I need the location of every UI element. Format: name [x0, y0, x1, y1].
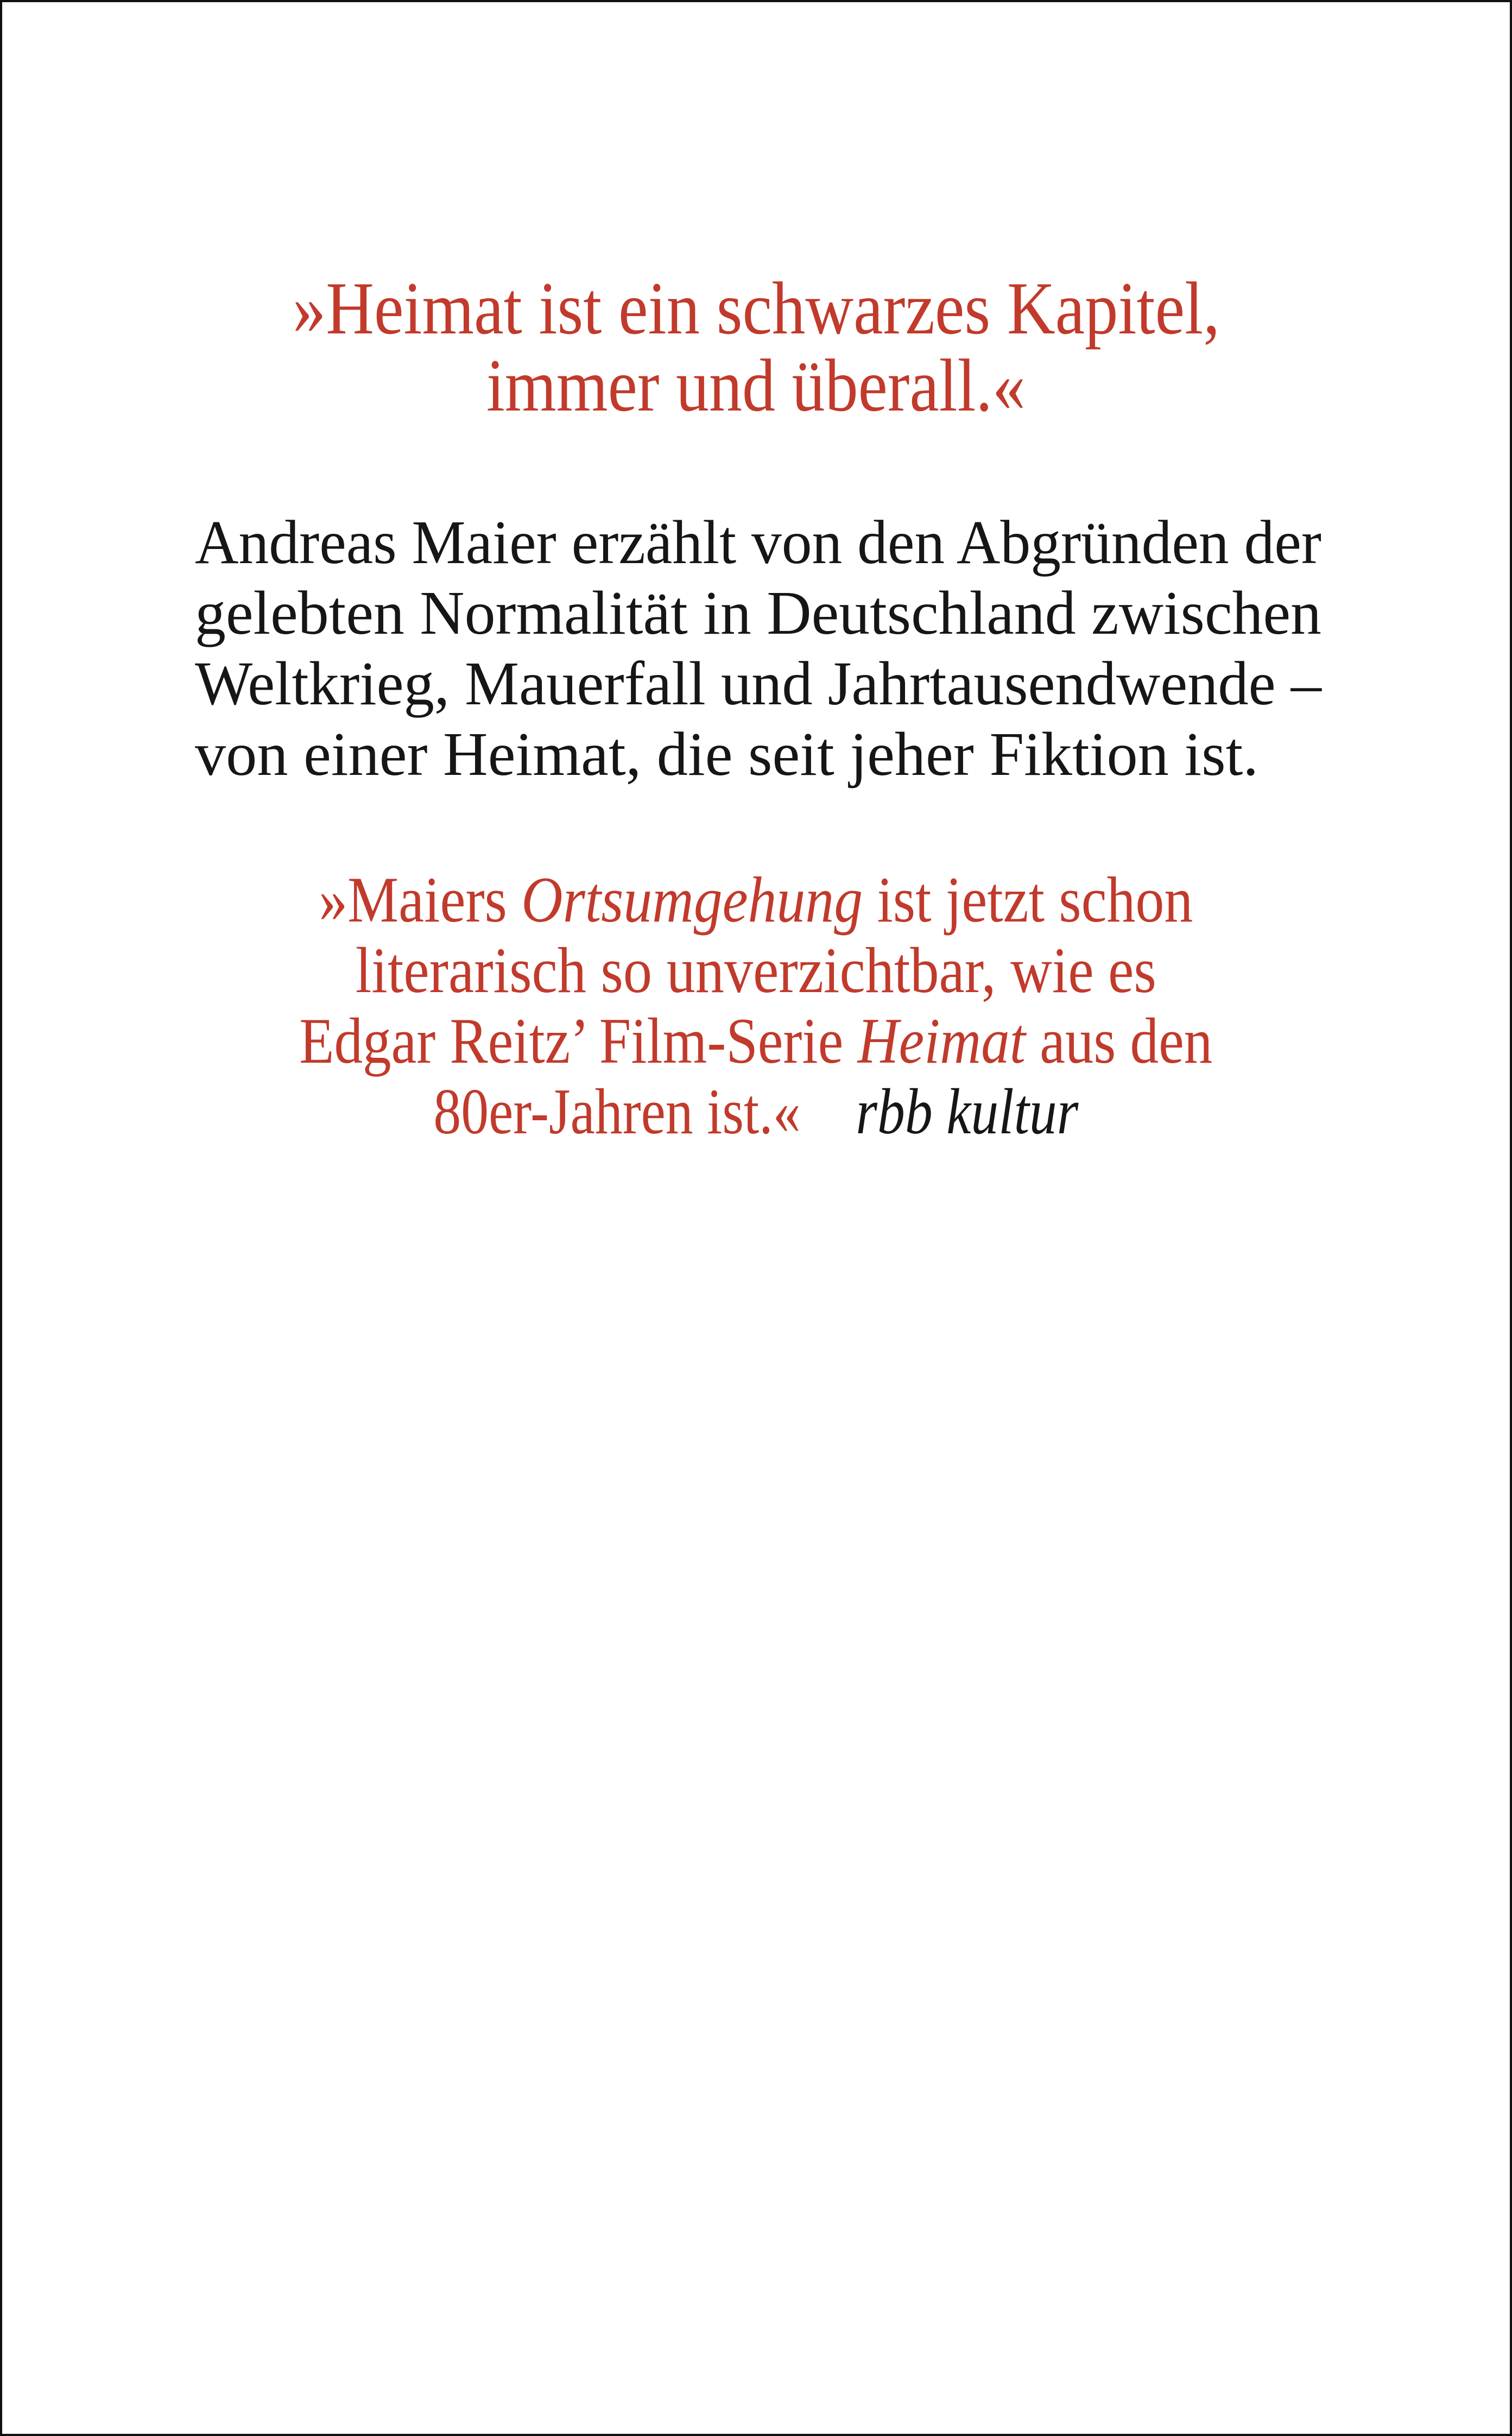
text-line-content: [434, 1076, 1079, 1147]
text-line: [2, 344, 1510, 427]
text-segment: 80er-Jahren ist.«: [433, 1075, 801, 1147]
text-line: [2, 1006, 1510, 1076]
work-title-italic: Ortsumgehung: [521, 863, 863, 936]
top-quote: [2, 267, 1510, 427]
text-line-content: Andreas Maier erzählt von den Abgründen der: [195, 508, 1321, 577]
text-segment: [801, 1075, 856, 1147]
text-segment: Edgar Reitz’ Film-Serie: [299, 1005, 858, 1077]
text-segment: ist jetzt schon: [863, 863, 1193, 936]
work-title-italic: rbb kultur: [856, 1075, 1079, 1147]
text-segment: aus den: [1026, 1005, 1213, 1077]
text-line: [195, 578, 1321, 648]
text-line: [2, 864, 1510, 935]
text-line: [2, 935, 1510, 1006]
work-title-italic: Heimat: [857, 1005, 1026, 1077]
press-quote: [2, 864, 1510, 1147]
text-segment: »Maiers: [319, 863, 522, 936]
text-line: [2, 1076, 1510, 1147]
text-line-content: Weltkrieg, Mauerfall und Jahrtausendwende –: [195, 649, 1321, 718]
text-line-content: gelebten Normalität in Deutschland zwischen: [195, 578, 1321, 647]
text-line: [195, 648, 1321, 719]
text-line-content: »Heimat ist ein schwarzes Kapitel,: [292, 267, 1220, 350]
text-line-content: von einer Heimat, die seit jeher Fiktion ist.: [195, 720, 1258, 788]
text-line: [195, 507, 1321, 578]
text-line: [2, 267, 1510, 350]
text-line: [195, 719, 1321, 790]
text-line-content: immer und überall.«: [486, 344, 1026, 427]
text-line-content: [299, 1006, 1212, 1076]
text-line-content: [356, 935, 1156, 1006]
text-line-content: [319, 864, 1193, 935]
description-paragraph: [195, 507, 1321, 790]
text-segment: literarisch so unverzichtbar, wie es: [356, 934, 1156, 1006]
